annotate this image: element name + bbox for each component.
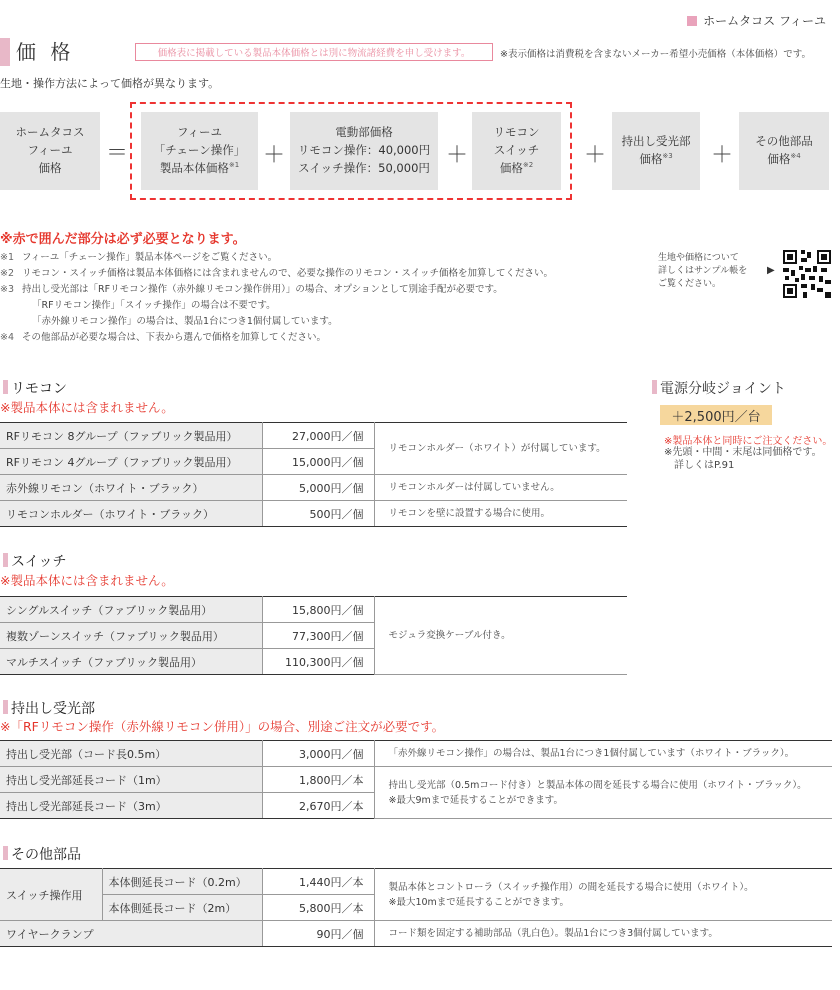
table-row [0,869,832,895]
table-row [0,767,832,793]
product-price: 27,000円／個 [262,423,374,449]
joint-notes [664,446,822,472]
plus-sign: ＋ [446,143,469,168]
product-desc: リモコンを壁に設置する場合に使用。 [374,501,627,527]
product-name: RFリモコン 4グループ（ファブリック製品用） [0,449,262,475]
formula-total-line: 価格 [38,160,62,175]
product-name: ワイヤークランプ [0,921,262,947]
receiver-section-title: 持出し受光部 [11,701,95,717]
product-price: 110,300円／個 [262,649,374,675]
receiver-price-table [0,740,832,819]
product-price: 3,000円／個 [262,741,374,767]
formula-motor-line: リモコン操作：40,000円 [297,143,431,158]
formula-total-line: ホームタコス [15,125,85,140]
formula-motor-line: スイッチ操作：50,000円 [298,160,430,175]
arrow-right-icon: ▶ [767,265,775,276]
plus-sign: ＋ [584,143,607,168]
footnote: ※4 その他部品が必要な場合は、下表から選んで価格を加算してください。 [0,332,327,343]
remote-section-title: リモコン [11,381,67,397]
formula-remote-box [472,112,561,190]
product-name: 持出し受光部延長コード（3m） [0,793,262,819]
table-row [0,921,832,947]
sample-book-note: 生地や価格について 詳しくはサンプル帳を ご覧ください。 [658,253,748,289]
formula-remote-line: リモコン [493,125,540,140]
formula-body-line: 製品本体価格 [159,160,229,175]
formula-total-line: フィーユ [27,143,73,158]
formula-motor-box [290,112,438,190]
footnote: ※2 リモコン・スイッチ価格は製品本体価格には含まれませんので、必要な操作のリモコン・スイッチ価格を加算してください。 [0,268,554,279]
product-name: 持出し受光部延長コード（1m） [0,767,262,793]
formula-body-line: 「チェーン操作」 [153,143,246,158]
formula-receiver-line: 持出し受光部 [621,134,691,149]
switch-section-note: ※製品本体には含まれません。 [0,573,174,588]
note-ref-1: ※1 [228,161,240,170]
formula-others-box [739,112,829,190]
desc-line: ※最大10mまで延長することができます。 [388,896,570,908]
formula-remote-line: 価格 [499,160,523,175]
joint-title: 電源分岐ジョイント [660,381,786,397]
joint-note-line: 詳しくはP.91 [674,460,735,471]
joint-note-line: ※先頭・中間・末尾は同価格です。 [664,447,822,458]
footnote: 「赤外線リモコン操作」の場合は、製品1台につき1個付属しています。 [32,316,338,327]
product-name: 本体側延長コード（2m） [102,895,262,921]
product-name: 複数ゾーンスイッチ（ファブリック製品用） [0,623,262,649]
group-label: スイッチ操作用 [0,869,102,921]
switch-price-table [0,596,627,675]
tax-note: ※表示価格は消費税を含まないメーカー希望小売価格（本体価格）です。 [500,49,812,60]
desc-line: 持出し受光部（0.5mコード付き）と製品本体の間を延長する場合に使用（ホワイト・ブラック）。 [388,779,807,791]
footnotes [0,250,553,346]
product-price: 1,440円／本 [262,869,374,895]
formula-receiver-line: 価格 [639,152,663,166]
product-price: 5,800円／本 [262,895,374,921]
others-price-table [0,868,832,947]
product-name: 本体側延長コード（0.2m） [102,869,262,895]
brand-label [687,12,826,29]
product-name: 持出し受光部（コード長0.5m） [0,741,262,767]
section-accent-bar [3,846,8,860]
title-accent-bar [0,38,10,66]
formula-body-box [141,112,258,190]
joint-order-note: ※製品本体と同時にご注文ください。 [664,436,833,447]
remote-section-note: ※製品本体には含まれません。 [0,400,174,415]
desc-line: ※最大9mまで延長することができます。 [388,794,563,806]
table-row [0,475,627,501]
product-name: シングルスイッチ（ファブリック製品用） [0,597,262,623]
product-price: 1,800円／本 [262,767,374,793]
product-desc [374,767,832,819]
required-note: ※赤で囲んだ部分は必ず必要となります。 [0,232,246,247]
product-desc: 「赤外線リモコン操作」の場合は、製品1台につき1個付属しています（ホワイト・ブラック）。 [374,741,832,767]
plus-sign: ＋ [711,143,734,168]
logistics-note: 価格表に掲載している製品本体価格とは別に物流諸経費を申し受けます。 [135,43,493,61]
product-price: 90円／個 [262,921,374,947]
intro-text: 生地・操作方法によって価格が異なります。 [0,77,220,90]
brand-text: ホームタコス フィーユ [703,14,826,28]
product-price: 500円／個 [262,501,374,527]
joint-price: ＋2,500円／台 [660,405,772,425]
product-price: 2,670円／本 [262,793,374,819]
product-desc: モジュラ変換ケーブル付き。 [374,597,627,675]
formula-others-line: 価格 [767,152,791,166]
product-name: リモコンホルダー（ホワイト・ブラック） [0,501,262,527]
note-ref-3: ※3 [662,152,673,161]
footnote: ※1 フィーユ「チェーン操作」製品本体ページをご覧ください。 [0,252,278,263]
page-title: 価 格 [16,40,75,64]
formula-body-line: フィーユ [176,125,223,140]
formula-others-line: その他部品 [755,134,813,149]
qr-code-icon[interactable] [783,250,831,298]
section-accent-bar [3,700,8,714]
table-row [0,501,627,527]
switch-section-title: スイッチ [11,554,67,570]
section-accent-bar [3,553,8,567]
product-desc: リモコンホルダーは付属していません。 [374,475,627,501]
desc-line: 製品本体とコントローラ（スイッチ操作用）の間を延長する場合に使用（ホワイト）。 [388,881,754,893]
product-name: 赤外線リモコン（ホワイト・ブラック） [0,475,262,501]
product-desc: リモコンホルダー（ホワイト）が付属しています。 [374,423,627,475]
receiver-section-note: ※「RFリモコン操作（赤外線リモコン併用）」の場合、別途ご注文が必要です。 [0,719,445,734]
formula-receiver-box [612,112,700,190]
table-row [0,597,627,623]
footnote: ※3 持出し受光部は「RFリモコン操作（赤外線リモコン操作併用）」の場合、オプションとして別途手配が必要です。 [0,284,503,295]
product-desc [374,869,832,921]
formula-total-box [0,112,100,190]
brand-square-icon [687,16,697,26]
product-desc: コード類を固定する補助部品（乳白色）。製品1台につき3個付属しています。 [374,921,832,947]
note-ref-4: ※4 [790,152,801,161]
note-ref-2: ※2 [522,161,534,170]
product-price: 5,000円／個 [262,475,374,501]
product-price: 77,300円／個 [262,623,374,649]
remote-price-table [0,422,627,527]
product-name: マルチスイッチ（ファブリック製品用） [0,649,262,675]
section-accent-bar [652,380,657,394]
product-price: 15,800円／個 [262,597,374,623]
footnote: 「RFリモコン操作」「スイッチ操作」の場合は不要です。 [32,300,276,311]
plus-sign: ＋ [263,143,286,168]
section-accent-bar [3,380,8,394]
product-price: 15,000円／個 [262,449,374,475]
table-row [0,423,627,449]
product-name: RFリモコン 8グループ（ファブリック製品用） [0,423,262,449]
formula-remote-line: スイッチ [493,143,540,158]
formula-motor-line: 電動部価格 [335,125,393,140]
table-row [0,741,832,767]
others-section-title: その他部品 [11,847,81,863]
equals-sign: ＝ [106,141,129,166]
